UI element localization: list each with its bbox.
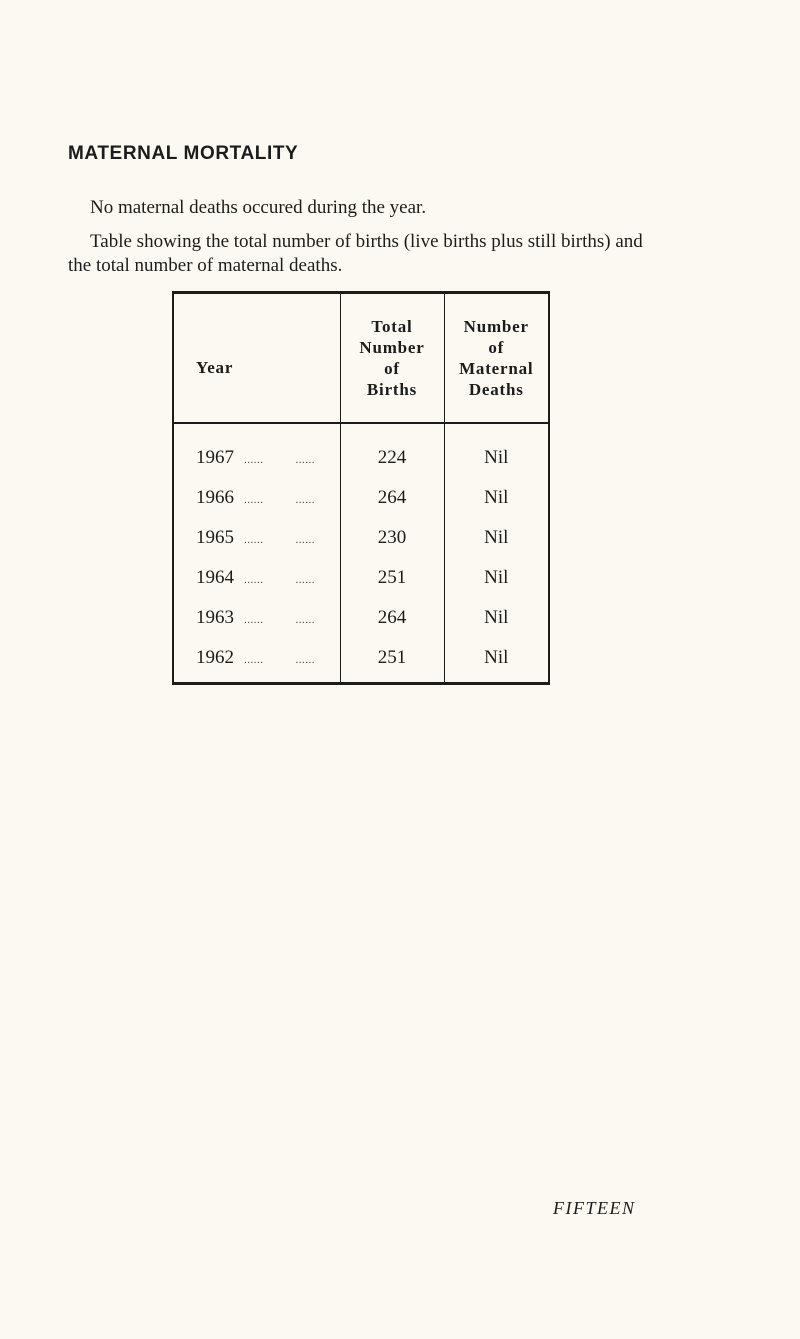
- cell-year: [174, 478, 340, 518]
- cell-year: [174, 638, 340, 684]
- table-row: [174, 518, 548, 558]
- year-value: 1965: [196, 527, 234, 548]
- table-row: [174, 423, 548, 478]
- table-row: [174, 558, 548, 598]
- table-description-paragraph: Table showing the total number of births (live births plus still births) and the total number of maternal deaths.: [68, 231, 643, 276]
- header-births-line: Births: [366, 380, 418, 399]
- cell-deaths: Nil: [444, 423, 548, 478]
- year-value: 1966: [196, 487, 234, 508]
- cell-year: [174, 423, 340, 478]
- cell-year: [174, 558, 340, 598]
- year-value: 1964: [196, 567, 234, 588]
- mortality-data-table: [174, 294, 548, 684]
- dot-leader: ......: [295, 494, 315, 506]
- cell-births: 264: [340, 598, 444, 638]
- dot-leader: ......: [244, 574, 264, 586]
- maternal-mortality-table: [172, 291, 550, 685]
- dot-leader: ......: [295, 534, 315, 546]
- header-maternal-deaths: [444, 294, 548, 423]
- table-row: [174, 478, 548, 518]
- page-title: MATERNAL MORTALITY: [68, 143, 299, 164]
- dot-leader: ......: [244, 494, 264, 506]
- page-number: FIFTEEN: [553, 1198, 636, 1218]
- dot-leader: ......: [244, 454, 264, 466]
- header-year: Year: [174, 294, 340, 423]
- cell-deaths: Nil: [444, 518, 548, 558]
- table-header-row: [174, 294, 548, 423]
- header-deaths-line: of: [488, 338, 505, 357]
- header-births-line: Total: [371, 317, 413, 336]
- cell-year: [174, 518, 340, 558]
- cell-births: 251: [340, 638, 444, 684]
- cell-deaths: Nil: [444, 598, 548, 638]
- cell-births: 264: [340, 478, 444, 518]
- header-total-births: [340, 294, 444, 423]
- table-row: [174, 598, 548, 638]
- cell-births: 251: [340, 558, 444, 598]
- cell-deaths: Nil: [444, 638, 548, 684]
- intro-paragraph: No maternal deaths occured during the year.: [90, 197, 427, 218]
- dot-leader: ......: [244, 534, 264, 546]
- cell-deaths: Nil: [444, 558, 548, 598]
- cell-year: [174, 598, 340, 638]
- dot-leader: ......: [295, 614, 315, 626]
- year-value: 1963: [196, 607, 234, 628]
- header-deaths-line: Deaths: [468, 380, 524, 399]
- dot-leader: ......: [244, 614, 264, 626]
- year-value: 1967: [196, 447, 234, 468]
- cell-births: 230: [340, 518, 444, 558]
- header-births-line: of: [384, 359, 400, 378]
- header-deaths-line: Maternal: [459, 359, 534, 378]
- header-deaths-line: Number: [463, 317, 529, 336]
- dot-leader: ......: [295, 454, 315, 466]
- table-row: [174, 638, 548, 684]
- dot-leader: ......: [295, 654, 315, 666]
- dot-leader: ......: [295, 574, 315, 586]
- year-value: 1962: [196, 647, 234, 668]
- cell-births: 224: [340, 423, 444, 478]
- header-births-line: Number: [359, 338, 425, 357]
- dot-leader: ......: [244, 654, 264, 666]
- cell-deaths: Nil: [444, 478, 548, 518]
